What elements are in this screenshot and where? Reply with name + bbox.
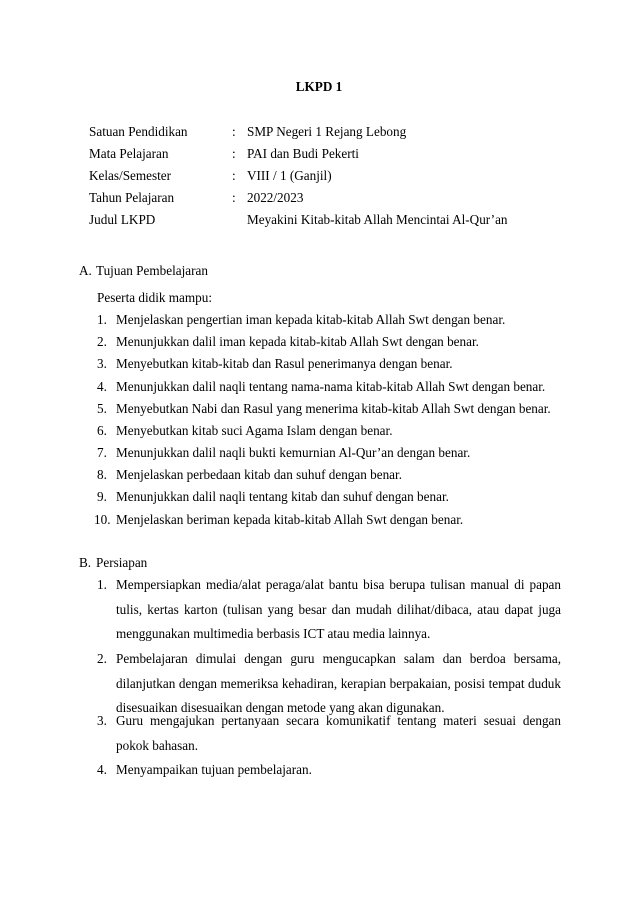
section-heading-text: Tujuan Pembelajaran (96, 263, 208, 278)
identity-label: Kelas/Semester (89, 168, 172, 183)
list-number: 2. (97, 651, 107, 666)
identity-label: Satuan Pendidikan (89, 124, 188, 139)
list-number: 1. (97, 577, 107, 592)
list-text: Menunjukkan dalil iman kepada kitab-kitab Allah Swt dengan benar. (116, 334, 479, 349)
list-text: Menyebutkan kitab suci Agama Islam dengan benar. (116, 423, 393, 438)
list-text: Guru mengajukan pertanyaan secara komunikatif tentang materi sesuai dengan pokok bahasan. (116, 713, 561, 753)
identity-value: VIII / 1 (Ganjil) (247, 168, 332, 183)
list-text: Menyebutkan kitab-kitab dan Rasul penerimanya dengan benar. (116, 356, 453, 371)
identity-value: PAI dan Budi Pekerti (247, 146, 359, 161)
preparation-item (97, 577, 561, 647)
list-text: Pembelajaran dimulai dengan guru mengucapkan salam dan berdoa bersama, dilanjutkan dengan memeriksa kehadiran, kerapian berpakaian, posisi tempat duduk disesuaikan disesuaikan dengan metode yang akan digunakan. (116, 651, 561, 715)
identity-label: Mata Pelajaran (89, 146, 169, 161)
identity-value: SMP Negeri 1 Rejang Lebong (247, 124, 407, 139)
identity-colon: : (232, 146, 236, 161)
list-text: Menyebutkan Nabi dan Rasul yang menerima kitab-kitab Allah Swt dengan benar. (116, 401, 551, 416)
list-number: 4. (97, 379, 107, 394)
identity-colon: : (232, 190, 236, 205)
identity-label: Tahun Pelajaran (89, 190, 175, 205)
section-a-intro: Peserta didik mampu: (97, 290, 213, 305)
list-number: 1. (97, 312, 107, 327)
list-number: 7. (97, 445, 107, 460)
list-text: Menjelaskan perbedaan kitab dan suhuf dengan benar. (116, 467, 402, 482)
list-text: Menjelaskan pengertian iman kepada kitab-kitab Allah Swt dengan benar. (116, 312, 506, 327)
identity-colon: : (232, 124, 236, 139)
identity-colon: : (232, 168, 236, 183)
identity-value: Meyakini Kitab-kitab Allah Mencintai Al-Qur’an (247, 212, 508, 227)
list-text: Mempersiapkan media/alat peraga/alat bantu bisa berupa tulisan manual di papan tulis, kertas karton (tulisan yang besar dan mudah dilihat/dibaca, atau dapat juga menggunakan multimedia berbasis ICT atau media lainnya. (116, 577, 561, 641)
list-number: 4. (97, 762, 107, 777)
section-letter: B. (79, 555, 92, 570)
list-number: 9. (97, 489, 107, 504)
list-number: 2. (97, 334, 107, 349)
identity-label: Judul LKPD (89, 212, 156, 227)
list-text: Menyampaikan tujuan pembelajaran. (116, 762, 312, 777)
list-text: Menunjukkan dalil naqli tentang kitab dan suhuf dengan benar. (116, 489, 449, 504)
list-text: Menjelaskan beriman kepada kitab-kitab Allah Swt dengan benar. (116, 512, 464, 527)
identity-value: 2022/2023 (247, 190, 304, 205)
list-number: 3. (97, 713, 107, 728)
list-number: 3. (97, 356, 107, 371)
list-number: 5. (97, 401, 107, 416)
preparation-item (97, 713, 561, 759)
section-heading-text: Persiapan (96, 555, 148, 570)
section-letter: A. (79, 263, 92, 278)
list-text: Menunjukkan dalil naqli tentang nama-nama kitab-kitab Allah Swt dengan benar. (116, 379, 546, 394)
list-number: 6. (97, 423, 107, 438)
list-number: 8. (97, 467, 107, 482)
list-text: Menunjukkan dalil naqli bukti kemurnian Al-Qur’an dengan benar. (116, 445, 471, 460)
document-title: LKPD 1 (295, 79, 343, 94)
list-number: 10. (94, 512, 111, 527)
